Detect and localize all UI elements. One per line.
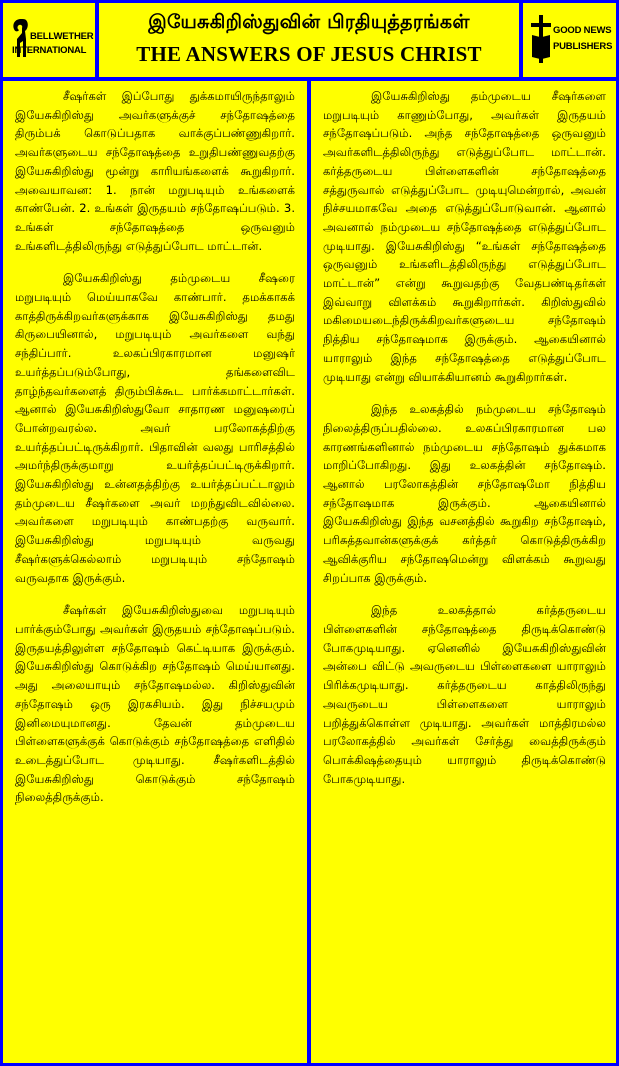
- bellwether-logo: [3, 3, 95, 77]
- right-paragraph-1: இயேசுகிறிஸ்து தம்முடைய சீஷர்களை மறுபடியும் காணும்போது, அவர்கள் இருதயம் சந்தோஷப்படும். அந்த சந்தோஷத்தை ஒருவனும் அவர்களிடத்திலிருந்து எடுத்துப்போட மாட்டான். கர்த்தருடைய பிள்ளைகளின் சந்தோஷத்தை சத்துருவால் எடுத்துப்போட முடியுமென்றால், அவன் நிச்சயமாகவே அதை எடுத்துப்போடுவான். ஆனால் அவனால் நம்முடைய சந்தோஷத்தை எடுத்துப்போட முடியாது. இயேசுகிறிஸ்து “உங்கள் சந்தோஷத்தை ஒருவனும் உங்களிடத்திலிருந்து எடுத்துப்போட மாட்டான்” என்று கூறுவதற்கு வேதபண்டிதர்கள் இவ்வாறு விளக்கம் கூறுகிறார்கள். கிறிஸ்துவில் மகிமையடைந்திருக்கிறவர்களுடைய சந்தோஷம் நித்திய சந்தோஷமாக இருக்கும். ஆகையினால் யாராலும் இந்த சந்தோஷத்தை எடுத்துப்போட முடியாது என்று வியாக்கியானம் கூறுகிறார்கள்.: [323, 89, 606, 384]
- right-paragraph-2: இந்த உலகத்தில் நம்முடைய சந்தோஷம் நிலைத்திருப்பதில்லை. உலகப்பிரகாரமான பல காரணங்களினால் நம்முடைய சந்தோஷம் துக்கமாக மாறிப்போகிறது. இது உலகத்தின் சந்தோஷம். ஆனால் பரலோகத்தின் சந்தோஷமோ நித்திய சந்தோஷமாக இருக்கும். ஆகையினால் இயேசுகிறிஸ்து இந்த வசனத்தில் கூறுகிற சந்தோஷம், பரிசுத்தவான்களுக்குக் கர்த்தர் கொடுத்திருக்கிற ஆவிக்குரிய சந்தோஷமென்று விளக்கம் கூறுவது சிறப்பாக இருக்கும்.: [323, 402, 606, 585]
- good-news-label-2: PUBLISHERS: [553, 41, 613, 52]
- right-paragraph-3: இந்த உலகத்தால் கர்த்தருடைய பிள்ளைகளின் சந்தோஷத்தை திருடிக்கொண்டு போகமுடியாது. ஏனெனில் இயேசுகிறிஸ்துவின் அன்பை விட்டு அவருடைய பிள்ளைகளை யாராலும் பிரிக்கமுடியாது. கர்த்தருடைய காத்திலிருந்து அவருடைய பிள்ளைகளை யாராலும் பறித்துக்கொள்ள முடியாது. அவர்கள் மாத்திரமல்ல பரலோகத்தில் அவர்கள் சேர்த்து வைத்திருக்கும் பொக்கிஷத்தையும் யாராலும் திருடிக்கொண்டு போகமுடியாது.: [323, 603, 606, 786]
- english-title: THE ANSWERS OF JESUS CHRIST: [136, 42, 482, 66]
- good-news-label-1: GOOD NEWS: [553, 25, 612, 36]
- bellwether-label-1: BELLWETHER: [30, 31, 94, 42]
- bellwether-label-2: INTERNATIONAL: [12, 45, 87, 56]
- left-paragraph-2: இயேசுகிறிஸ்து தம்முடைய சீஷரை மறுபடியும் மெய்யாகவே காண்பார். தமக்காகக் காத்திருக்கிறவர்களுக்காக இயேசுகிறிஸ்து தமது கிருபையினால், மறுபடியும் அவர்களை வந்து சந்திப்பார். உலகப்பிரகாரமான மனுஷர் உயர்த்தப்படும்போது, தங்களைவிட தாழ்ந்தவர்களைத் திரும்பிக்கூட பார்க்கமாட்டார்கள். ஆனால் இயேசுகிறிஸ்துவோ சாதாரண மனுஷரைப் போன்றவரல்ல. அவர் பரலோகத்திற்கு உயர்த்தப்பட்டிருக்கிறார். பிதாவின் வலது பாரிசத்தில் அமர்ந்திருக்குமாறு உயர்த்தப்பட்டிருக்கிறார். இயேசுகிறிஸ்து உன்னதத்திற்கு உயர்த்தப்பட்டாலும் தம்முடைய சீஷர்களை அவர் மறந்துவிடவில்லை. அவர்களை மறுபடியும் காண்பதற்கு வருவார். இயேசுகிறிஸ்து மறுபடியும் வருவது சீஷர்களுக்கெல்லாம் மறுபடியும் சந்தோஷம் வருவதாக இருக்கும்.: [15, 271, 295, 585]
- book-icon: [529, 13, 553, 65]
- tamil-title: இயேசுகிறிஸ்துவின் பிரதியுத்தரங்கள்: [148, 11, 470, 33]
- left-paragraph-1: சீஷர்கள் இப்போது துக்கமாயிருந்தாலும் இயேசுகிறிஸ்து அவர்களுக்குச் சந்தோஷத்தை திரும்பக் கொடுப்பதாக வாக்குப்பண்ணுகிறார். அவர்களுடைய சந்தோஷத்தை உறுதிபண்ணுவதற்கு இயேசுகிறிஸ்து மூன்று காரியங்களைக் கூறுகிறார். அவையாவன: 1. நான் மறுபடியும் உங்களைக் காண்பேன். 2. உங்கள் இருதயம் சந்தோஷப்படும். 3. உங்கள் சந்தோஷத்தை ஒருவனும் உங்களிடத்திலிருந்து எடுத்துப்போட மாட்டான்.: [15, 89, 295, 253]
- good-news-logo: [523, 3, 616, 77]
- left-column: [3, 81, 307, 1063]
- left-paragraph-3: சீஷர்கள் இயேசுகிறிஸ்துவை மறுபடியும் பார்க்கும்போது அவர்கள் இருதயம் சந்தோஷப்படும். இருதயத்திலுள்ள சந்தோஷம் கெட்டியாக இருக்கும். இயேசுகிறிஸ்து கொடுக்கிற சந்தோஷம் மெய்யானது. அது அலையாயும் சந்தோஷமல்ல. கிறிஸ்துவின் சந்தோஷம் ஒரு இரகசியம். இது நிச்சயமும் இனிமையுமானது. தேவன் தம்முடைய பிள்ளைகளுக்குக் கொடுக்கும் சந்தோஷத்தை எளிதில் உடைத்துப்போட முடியாது. சீஷர்களிடத்தில் இயேசுகிறிஸ்து கொடுக்கும் சந்தோஷம் நிலைத்திருக்கும்.: [15, 603, 295, 805]
- header-title-box: [99, 3, 519, 77]
- right-column: [311, 81, 616, 1063]
